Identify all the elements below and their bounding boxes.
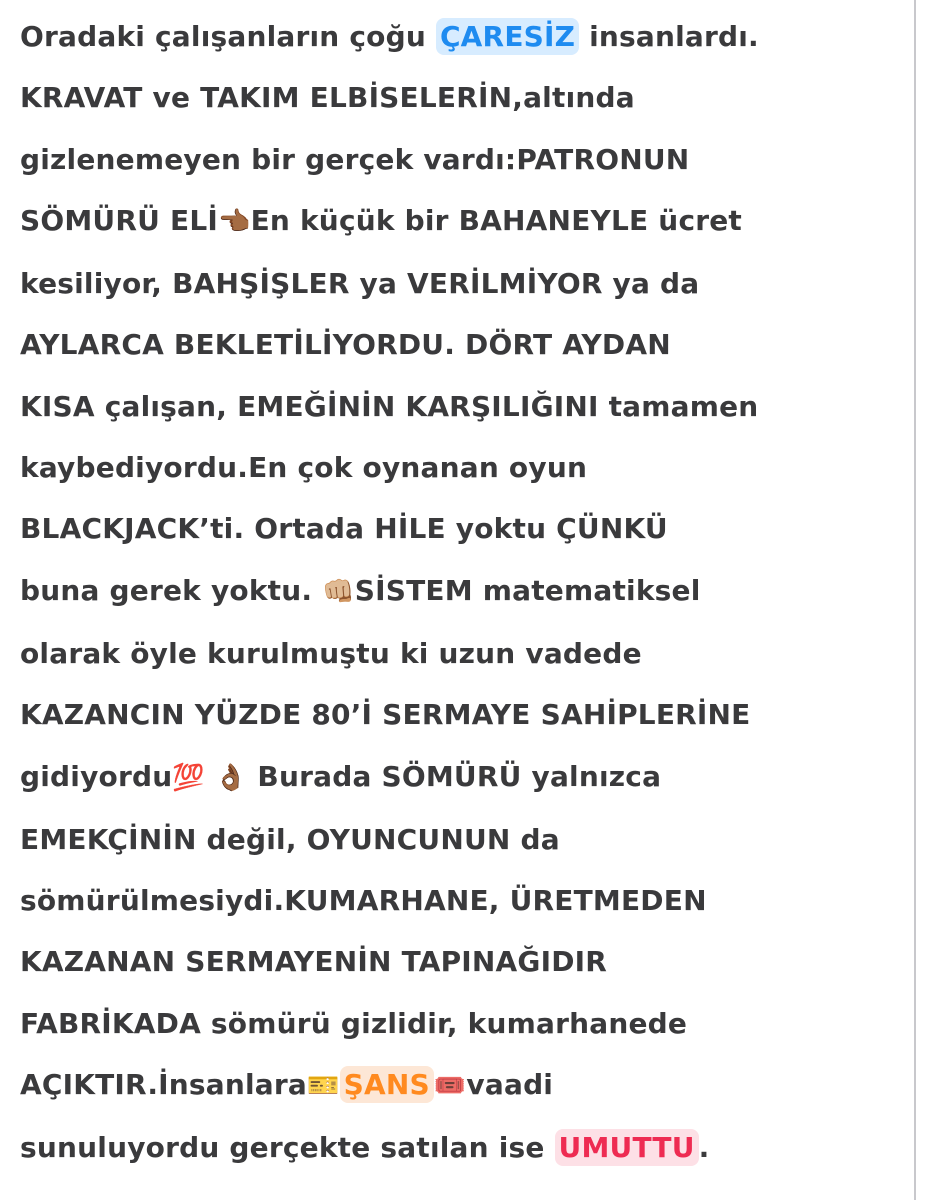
text-segment: kaybediyordu.En çok oynanan oyun — [20, 451, 588, 485]
text-segment: sömürülmesiydi.KUMARHANE, ÜRETMEDEN — [20, 884, 707, 918]
text-line — [20, 931, 900, 992]
text-segment: AYLARCA BEKLETİLİYORDU. DÖRT AYDAN — [20, 328, 671, 362]
text-line — [20, 1054, 900, 1117]
text-segment: FABRİKADA sömürü gizlidir, kumarhanede — [20, 1006, 688, 1040]
note-body[interactable] — [20, 6, 900, 1179]
text-segment — [205, 760, 215, 793]
text-segment: Burada SÖMÜRÜ yalnızca — [247, 759, 662, 793]
text-line — [20, 623, 900, 684]
emoji-icon: 🎟️ — [433, 1071, 467, 1102]
text-line — [20, 314, 900, 375]
text-line — [20, 993, 900, 1054]
scrollbar[interactable] — [914, 0, 916, 1200]
text-line — [20, 870, 900, 931]
text-segment: Oradaki çalışanların çoğu — [20, 20, 436, 53]
emoji-icon: 👊🏼 — [322, 576, 355, 607]
text-line — [20, 560, 900, 623]
text-segment: EMEKÇİNİN değil, OYUNCUNUN da — [20, 822, 560, 856]
text-segment: sunuluyordu gerçekte satılan ise — [20, 1131, 555, 1165]
text-segment: KAZANCIN YÜZDE 80’İ SERMAYE SAHİPLERİNE — [20, 698, 751, 732]
text-line — [20, 746, 900, 809]
text-line — [20, 67, 900, 128]
text-line — [20, 437, 900, 498]
text-segment: KAZANAN SERMAYENİN TAPINAĞIDIR — [20, 945, 608, 979]
text-segment: En küçük bir BAHANEYLE ücret — [250, 203, 743, 237]
text-segment: KISA çalışan, EMEĞİNİN KARŞILIĞINI tamamen — [20, 389, 759, 423]
text-segment: gidiyordu — [20, 759, 173, 793]
emoji-icon: 💯 — [172, 762, 205, 793]
emoji-icon: 👌🏾 — [214, 762, 248, 793]
text-line — [20, 498, 900, 559]
emoji-icon: 🎫 — [307, 1071, 340, 1102]
text-line — [20, 190, 900, 253]
highlighted-word: UMUTTU — [555, 1129, 699, 1166]
text-line — [20, 129, 900, 190]
text-segment: kesiliyor, BAHŞİŞLER ya VERİLMİYOR ya da — [20, 267, 700, 301]
text-segment: insanlardı. — [579, 20, 759, 53]
text-segment: buna gerek yoktu. — [20, 573, 323, 607]
highlighted-word: ŞANS — [340, 1066, 434, 1103]
highlighted-word: ÇARESİZ — [436, 18, 579, 55]
text-segment: vaadi — [466, 1068, 554, 1102]
text-line — [20, 1117, 900, 1178]
text-line — [20, 809, 900, 870]
text-segment: . — [698, 1131, 710, 1165]
text-segment: KRAVAT ve TAKIM ELBİSELERİN,altında — [20, 81, 635, 115]
scroll-track — [914, 0, 926, 1200]
emoji-icon: 👈🏾 — [218, 206, 251, 237]
text-segment: BLACKJACK’ti. Ortada HİLE yoktu ÇÜNKÜ — [20, 512, 668, 546]
text-line — [20, 6, 900, 67]
text-line — [20, 253, 900, 314]
text-segment: SÖMÜRÜ ELİ — [20, 203, 218, 237]
text-segment: AÇIKTIR.İnsanlara — [20, 1068, 308, 1102]
text-segment: gizlenemeyen bir gerçek vardı:PATRONUN — [20, 142, 690, 176]
text-line — [20, 684, 900, 745]
text-line — [20, 376, 900, 437]
text-segment: SİSTEM matematiksel — [354, 573, 701, 607]
text-segment: olarak öyle kurulmuştu ki uzun vadede — [20, 636, 642, 670]
